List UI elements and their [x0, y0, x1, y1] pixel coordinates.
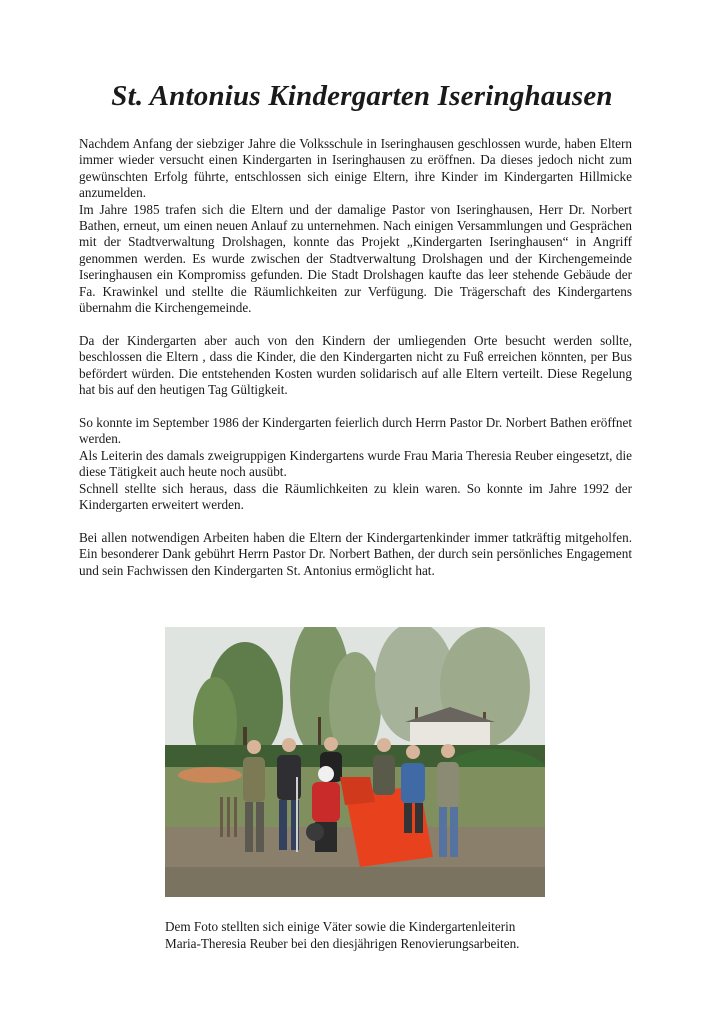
paragraph-3 — [79, 415, 632, 513]
paragraph-2 — [79, 333, 632, 399]
caption-line: Maria-Theresia Reuber bei den diesjährigen Renovierungsarbeiten. — [165, 936, 520, 951]
paragraph-4 — [79, 530, 632, 579]
paragraph-1 — [79, 136, 632, 316]
paragraph-text: Nachdem Anfang der siebziger Jahre die Volksschule in Iseringhausen geschlossen wurde, haben Eltern immer wieder versucht einen Kindergarten in Iseringhausen zu eröffnen. Da dieses jedoch nicht zum gewünschten Erfolg führte, entschlossen sich einige Eltern, ihre Kinder im Kindergarten Hillmicke anzumelden. — [79, 136, 632, 201]
article-body — [79, 136, 632, 595]
paragraph-text: So konnte im September 1986 der Kindergarten feierlich durch Herrn Pastor Dr. Norbert Bathen eröffnet werden. — [79, 414, 632, 447]
caption-line: Dem Foto stellten sich einige Väter sowie die Kindergartenleiterin — [165, 919, 516, 934]
paragraph-text: Im Jahre 1985 trafen sich die Eltern und der damalige Pastor von Iseringhausen, Herr Dr. Norbert Bathen, erneut, um einen neuen Anlauf zu unternehmen. Nach einigen Versammlungen und Gesprächen mit der Stadtverwaltung Drolshagen, konnte das Projekt „Kindergarten Iseringhausen“ in Angriff genommen werden. Es wurde zwischen der Stadtverwaltung Drolshagen und der Kirchengemeinde Iseringhausen ein Kompromiss gefunden. Die Stadt Drolshagen kaufte das leer stehende Gebäude der Fa. Krawinkel und stellte die Räumlichkeiten zur Verfügung. Die Trägerschaft des Kindergartens übernahm die Kirchengemeinde. — [79, 201, 632, 316]
paragraph-text: Bei allen notwendigen Arbeiten haben die Eltern der Kindergartenkinder immer tatkräftig mitgeholfen. Ein besonderer Dank gebührt Herrn Pastor Dr. Norbert Bathen, der durch sein persönliches Engagement und sein Fachwissen den Kindergarten St. Antonius ermöglicht hat. — [79, 529, 632, 578]
group-photo — [165, 627, 545, 897]
paragraph-text: Als Leiterin des damals zweigruppigen Kindergartens wurde Frau Maria Theresia Reuber eingesetzt, die diese Tätigkeit auch heute noch ausübt. — [79, 447, 632, 480]
paragraph-text: Schnell stellte sich heraus, dass die Räumlichkeiten zu klein waren. So konnte im Jahre 1992 der Kindergarten erweitert werden. — [79, 480, 632, 512]
paragraph-text: Da der Kindergarten aber auch von den Kindern der umliegenden Orte besucht werden sollte, beschlossen die Eltern , dass die Kinder, die den Kindergarten nicht zu Fuß erreichen könnten, per Bus befördert würden. Die entstehenden Kosten wurden solidarisch auf alle Eltern verteilt. Diese Regelung hat bis auf den heutigen Tag Gültigkeit. — [79, 332, 632, 398]
page-title: St. Antonius Kindergarten Iseringhausen — [111, 80, 613, 112]
photo-caption — [165, 918, 585, 952]
